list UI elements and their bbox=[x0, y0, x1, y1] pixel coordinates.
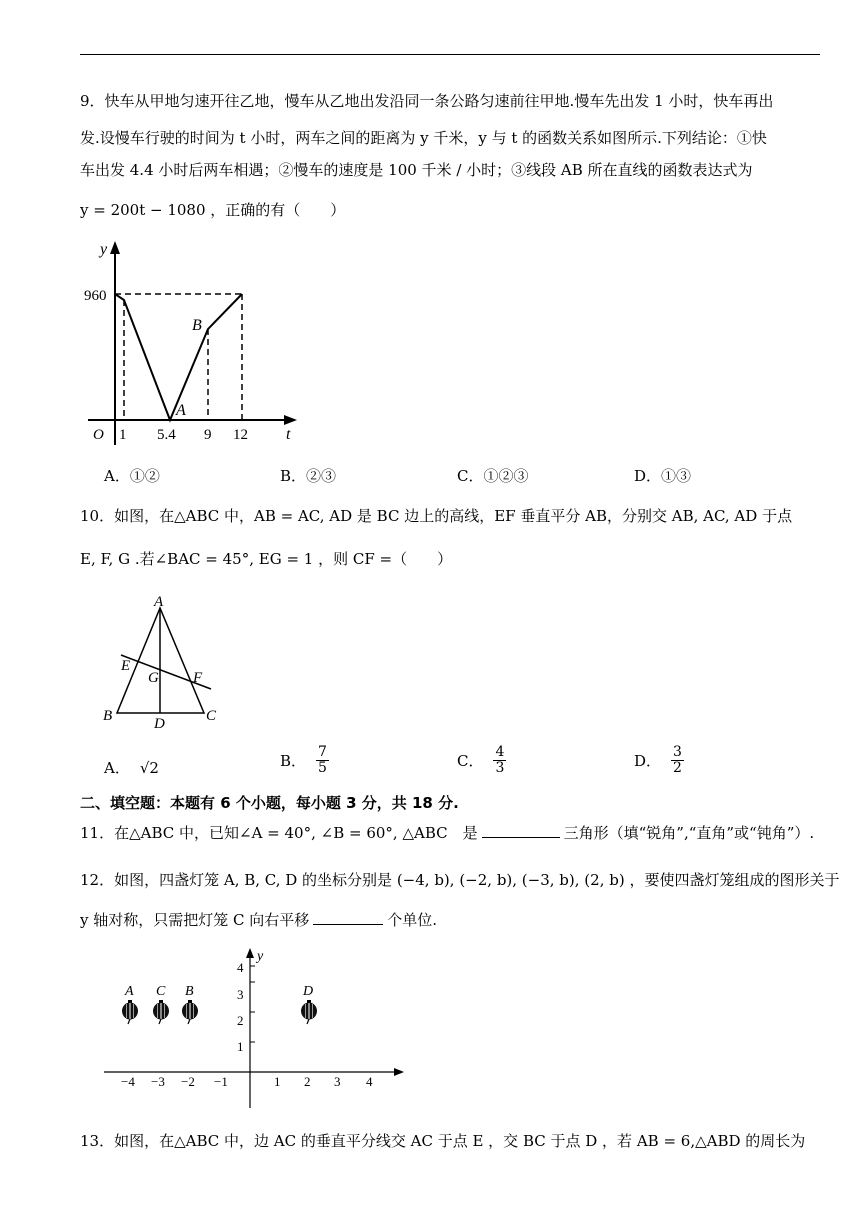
q9-y-label: y bbox=[100, 241, 108, 258]
q9-point-b-label: B bbox=[192, 317, 202, 334]
q10-option-a-value: √2 bbox=[139, 759, 159, 777]
q10-label-a: A bbox=[154, 594, 164, 610]
q12-text-line-1: 12．如图，四盏灯笼 A, B, C, D 的坐标分别是 (−4, b), (−2, b), (−3, b), (2, b) ，要使四盏灯笼组成的图形关于 bbox=[80, 871, 840, 889]
q12-x-tick-neg1: −1 bbox=[214, 1074, 228, 1089]
q12-lantern-a-label: A bbox=[125, 984, 134, 999]
q12-y-tick-1: 1 bbox=[237, 1039, 244, 1054]
q12-y-arrow bbox=[246, 948, 254, 958]
q11-text-after: 三角形（填“锐角”,“直角”或“钝角”）. bbox=[563, 824, 815, 842]
q9-x-tick-12: 12 bbox=[233, 427, 248, 443]
q10-label-b: B bbox=[103, 708, 113, 724]
q9-text-line-4: y = 200t − 1080 ，正确的有（ ） bbox=[80, 201, 346, 219]
q12-y-tick-4: 4 bbox=[237, 960, 244, 975]
q12-lantern-d-label: D bbox=[303, 984, 314, 999]
q10-option-b-numerator: 7 bbox=[318, 744, 327, 760]
q10-option-b-label: B． bbox=[280, 752, 307, 770]
q9-text-line-3: 车出发 4.4 小时后两车相遇；②慢车的速度是 100 千米 / 小时；③线段 AB 所在直线的函数表达式为 bbox=[80, 161, 753, 179]
q10-option-c-numerator: 4 bbox=[495, 744, 505, 760]
q9-text-line-1: 9．快车从甲地匀速开往乙地，慢车从乙地出发沿同一条公路匀速前往甲地.慢车先出发 1 小时，快车再出 bbox=[80, 92, 774, 110]
q9-point-a-label: A bbox=[176, 402, 186, 419]
q12-lantern-b-label: B bbox=[185, 984, 194, 999]
q9-x-tick-5-4: 5.4 bbox=[157, 427, 176, 443]
q10-option-c-denominator: 3 bbox=[495, 760, 505, 776]
q12-lantern-b bbox=[182, 1000, 198, 1024]
q9-origin-label: O bbox=[93, 427, 104, 443]
q9-x-label: t bbox=[286, 426, 291, 443]
q10-option-d-label: D． bbox=[634, 752, 662, 770]
q9-option-a[interactable]: A．①② bbox=[104, 467, 160, 485]
q10-label-f: F bbox=[193, 670, 203, 686]
q12-x-tick-4: 4 bbox=[366, 1074, 373, 1089]
q10-option-b-denominator: 5 bbox=[318, 760, 327, 776]
q10-label-e: E bbox=[121, 658, 131, 674]
q9-option-b[interactable]: B．②③ bbox=[280, 467, 337, 485]
q9-option-d[interactable]: D．①③ bbox=[634, 467, 692, 485]
q12-lantern-c-label: C bbox=[156, 984, 166, 999]
q9-x-tick-9: 9 bbox=[204, 427, 212, 443]
q10-text-line-1: 10．如图，在△ABC 中，AB = AC, AD 是 BC 边上的高线，EF 垂直平分 AB，分别交 AB, AC, AD 于点 bbox=[80, 507, 793, 525]
section-2-heading: 二、填空题：本题有 6 个小题，每小题 3 分，共 18 分. bbox=[80, 794, 459, 812]
q10-option-a-label: A． bbox=[104, 759, 130, 777]
q12-lantern-c bbox=[153, 1000, 169, 1024]
q12-y-label: y bbox=[257, 949, 264, 964]
q9-text-line-2: 发.设慢车行驶的时间为 t 小时，两车之间的距离为 y 千米，y 与 t 的函数关系如图所示.下列结论：①快 bbox=[80, 129, 767, 147]
q9-x-tick-1: 1 bbox=[119, 427, 127, 443]
q12-y-tick-2: 2 bbox=[237, 1013, 244, 1028]
q10-option-c-label: C． bbox=[457, 752, 484, 770]
q12-text-before: y 轴对称，只需把灯笼 C 向右平移 bbox=[80, 911, 310, 929]
q12-x-tick-neg3: −3 bbox=[151, 1074, 165, 1089]
q12-x-tick-3: 3 bbox=[334, 1074, 341, 1089]
q12-x-tick-2: 2 bbox=[304, 1074, 311, 1089]
q12-x-arrow bbox=[394, 1068, 404, 1076]
q13-text-line-1: 13．如图，在△ABC 中，边 AC 的垂直平分线交 AC 于点 E ，交 BC 于点 D ，若 AB = 6,△ABD 的周长为 bbox=[80, 1132, 806, 1150]
q10-option-d-denominator: 2 bbox=[673, 760, 682, 776]
q12-lantern-d bbox=[301, 1000, 317, 1024]
q9-y-tick-960: 960 bbox=[84, 288, 107, 304]
q10-option-d-numerator: 3 bbox=[673, 744, 682, 760]
q9-option-c[interactable]: C．①②③ bbox=[457, 467, 529, 485]
q12-lantern-a bbox=[122, 1000, 138, 1024]
q11-text-before: 11．在△ABC 中，已知∠A = 40°, ∠B = 60°, △ABC 是 bbox=[80, 824, 478, 842]
q12-text-after: 个单位. bbox=[387, 911, 438, 929]
q10-label-d: D bbox=[154, 716, 165, 732]
q12-x-tick-1: 1 bbox=[274, 1074, 281, 1089]
q12-x-tick-neg4: −4 bbox=[121, 1074, 135, 1089]
q12-y-tick-3: 3 bbox=[237, 987, 244, 1002]
q12-x-tick-neg2: −2 bbox=[181, 1074, 195, 1089]
q10-label-g: G bbox=[148, 670, 159, 686]
q10-label-c: C bbox=[206, 708, 217, 724]
q10-text-line-2: E, F, G .若∠BAC = 45°, EG = 1 ，则 CF =（ ） bbox=[80, 550, 453, 568]
